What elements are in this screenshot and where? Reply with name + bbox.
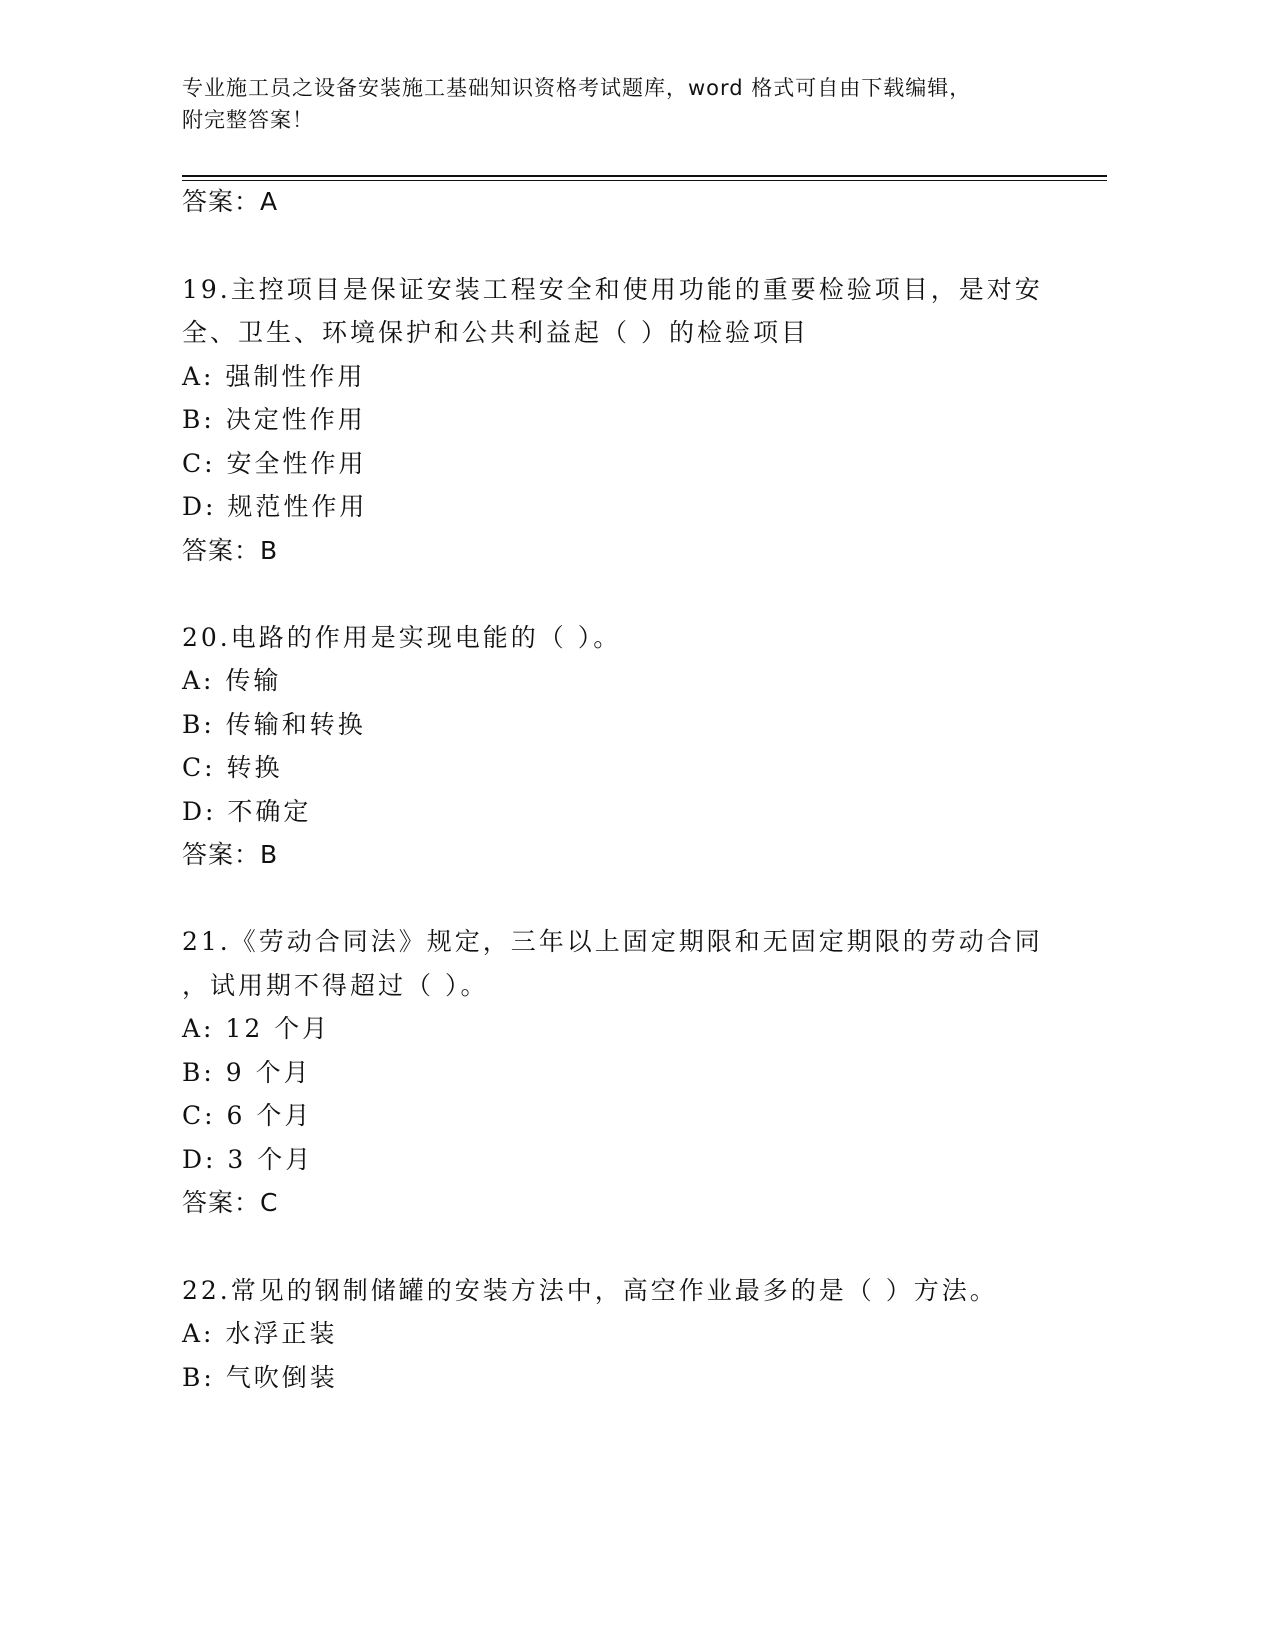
- question-20-option-a: A: 传输: [182, 666, 282, 695]
- header-divider-thin: [182, 180, 1107, 181]
- question-19-option-b: B: 决定性作用: [182, 405, 366, 434]
- question-20-option-d: D: 不确定: [182, 797, 312, 826]
- question-19-option-a: A: 强制性作用: [182, 362, 366, 391]
- previous-answer: 答案：A: [182, 187, 279, 216]
- question-21-answer: 答案：C: [182, 1188, 279, 1217]
- question-21-option-b: B: 9 个月: [182, 1058, 312, 1087]
- question-22-option-a: A: 水浮正装: [182, 1319, 338, 1348]
- question-20-answer: 答案：B: [182, 840, 279, 869]
- question-21-option-d: D: 3 个月: [182, 1145, 314, 1174]
- question-20-option-b: B: 传输和转换: [182, 710, 366, 739]
- header-line-1: 专业施工员之设备安装施工基础知识资格考试题库，word 格式可自由下载编辑，: [182, 76, 972, 100]
- question-19-stem-line-2: 全、卫生、环境保护和公共利益起（ ）的检验项目: [182, 318, 809, 347]
- header-divider: [182, 175, 1107, 177]
- document-header: [182, 72, 1082, 136]
- question-20-stem: 20.电路的作用是实现电能的（ ）。: [182, 623, 622, 652]
- question-22-option-b: B: 气吹倒装: [182, 1363, 338, 1392]
- question-21-option-c: C: 6 个月: [182, 1101, 313, 1130]
- question-20-option-c: C: 转换: [182, 753, 283, 782]
- question-19-answer: 答案：B: [182, 536, 279, 565]
- header-line-2: 附完整答案！: [182, 108, 314, 132]
- question-22-stem: 22.常见的钢制储罐的安装方法中，高空作业最多的是（ ）方法。: [182, 1276, 998, 1305]
- question-19-stem-line-1: 19.主控项目是保证安装工程安全和使用功能的重要检验项目，是对安: [182, 275, 1043, 304]
- question-19-option-c: C: 安全性作用: [182, 449, 367, 478]
- question-19-option-d: D: 规范性作用: [182, 492, 368, 521]
- question-21-stem-line-2: ，试用期不得超过（ ）。: [182, 971, 489, 1000]
- question-21-stem-line-1: 21.《劳动合同法》规定，三年以上固定期限和无固定期限的劳动合同: [182, 927, 1043, 956]
- question-21-option-a: A: 12 个月: [182, 1014, 331, 1043]
